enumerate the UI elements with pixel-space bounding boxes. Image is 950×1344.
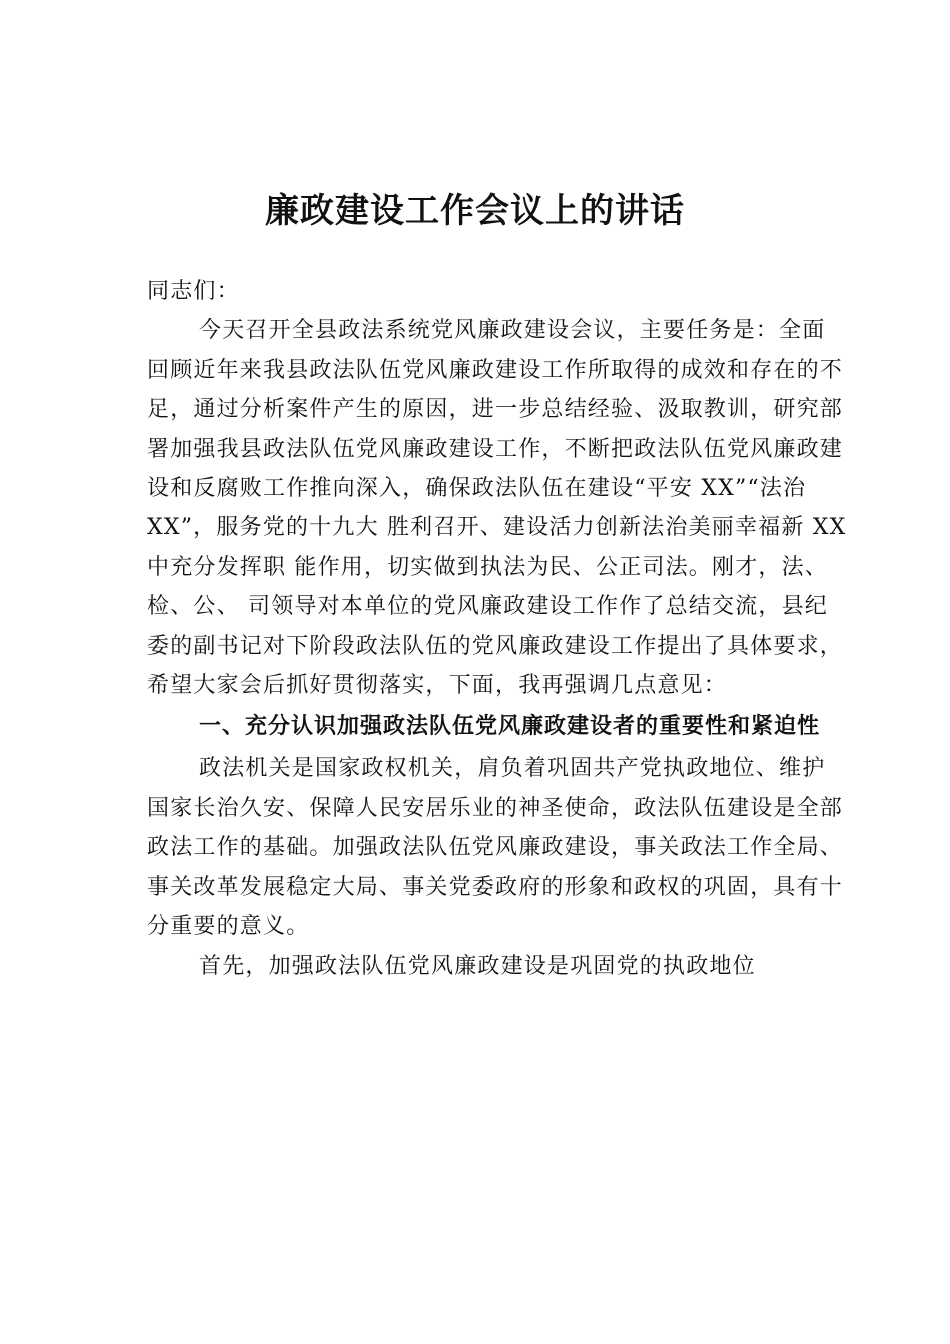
section-heading-1: 一、充分认识加强政法队伍党风廉政建设者的重要性和紧迫性 <box>199 714 821 740</box>
section-1-paragraph-1: 政法机关是国家政权机关，肩负着巩固共产党执政地位、维护国家长治久安、保障人民安居乐业的神圣使命，政法队伍建设是全部政法工作的基础。加强政法队伍党风廉政建设，事关政法工作全局、事关改革发展稳定大局、事关党委政府的形象和政权的巩固，具有十分重要的意义。 <box>147 756 844 940</box>
document-body <box>147 272 847 986</box>
document-title: 廉政建设工作会议上的讲话 <box>265 191 685 231</box>
salutation: 同志们： <box>147 279 240 304</box>
intro-paragraph: 今天召开全县政法系统党风廉政建设会议，主要任务是：全面回顾近年来我县政法队伍党风廉政建设工作所取得的成效和存在的不足，通过分析案件产生的原因，进一步总结经验、汲取教训，研究部署加强我县政法队伍党风廉政建设工作，不断把政法队伍党风廉政建设和反腐败工作推向深入，确保政法队伍在建设“平安 XX”“法治 XX”，服务党的十九大 胜利召开、建设活力创新法治美丽幸福新 XX 中充分发挥职 能作用，切实做到执法为民、公正司法。刚才，法、检、公、 司领导对本单位的党风廉政建设工作作了总结交流，县纪委的副书记对下阶段政法队伍的党风廉政建设工作提出了具体要求，希望大家会后抓好贯彻落实，下面，我再强调几点意见： <box>147 318 847 699</box>
section-1-paragraph-2: 首先，加强政法队伍党风廉政建设是巩固党的执政地位 <box>199 953 756 979</box>
